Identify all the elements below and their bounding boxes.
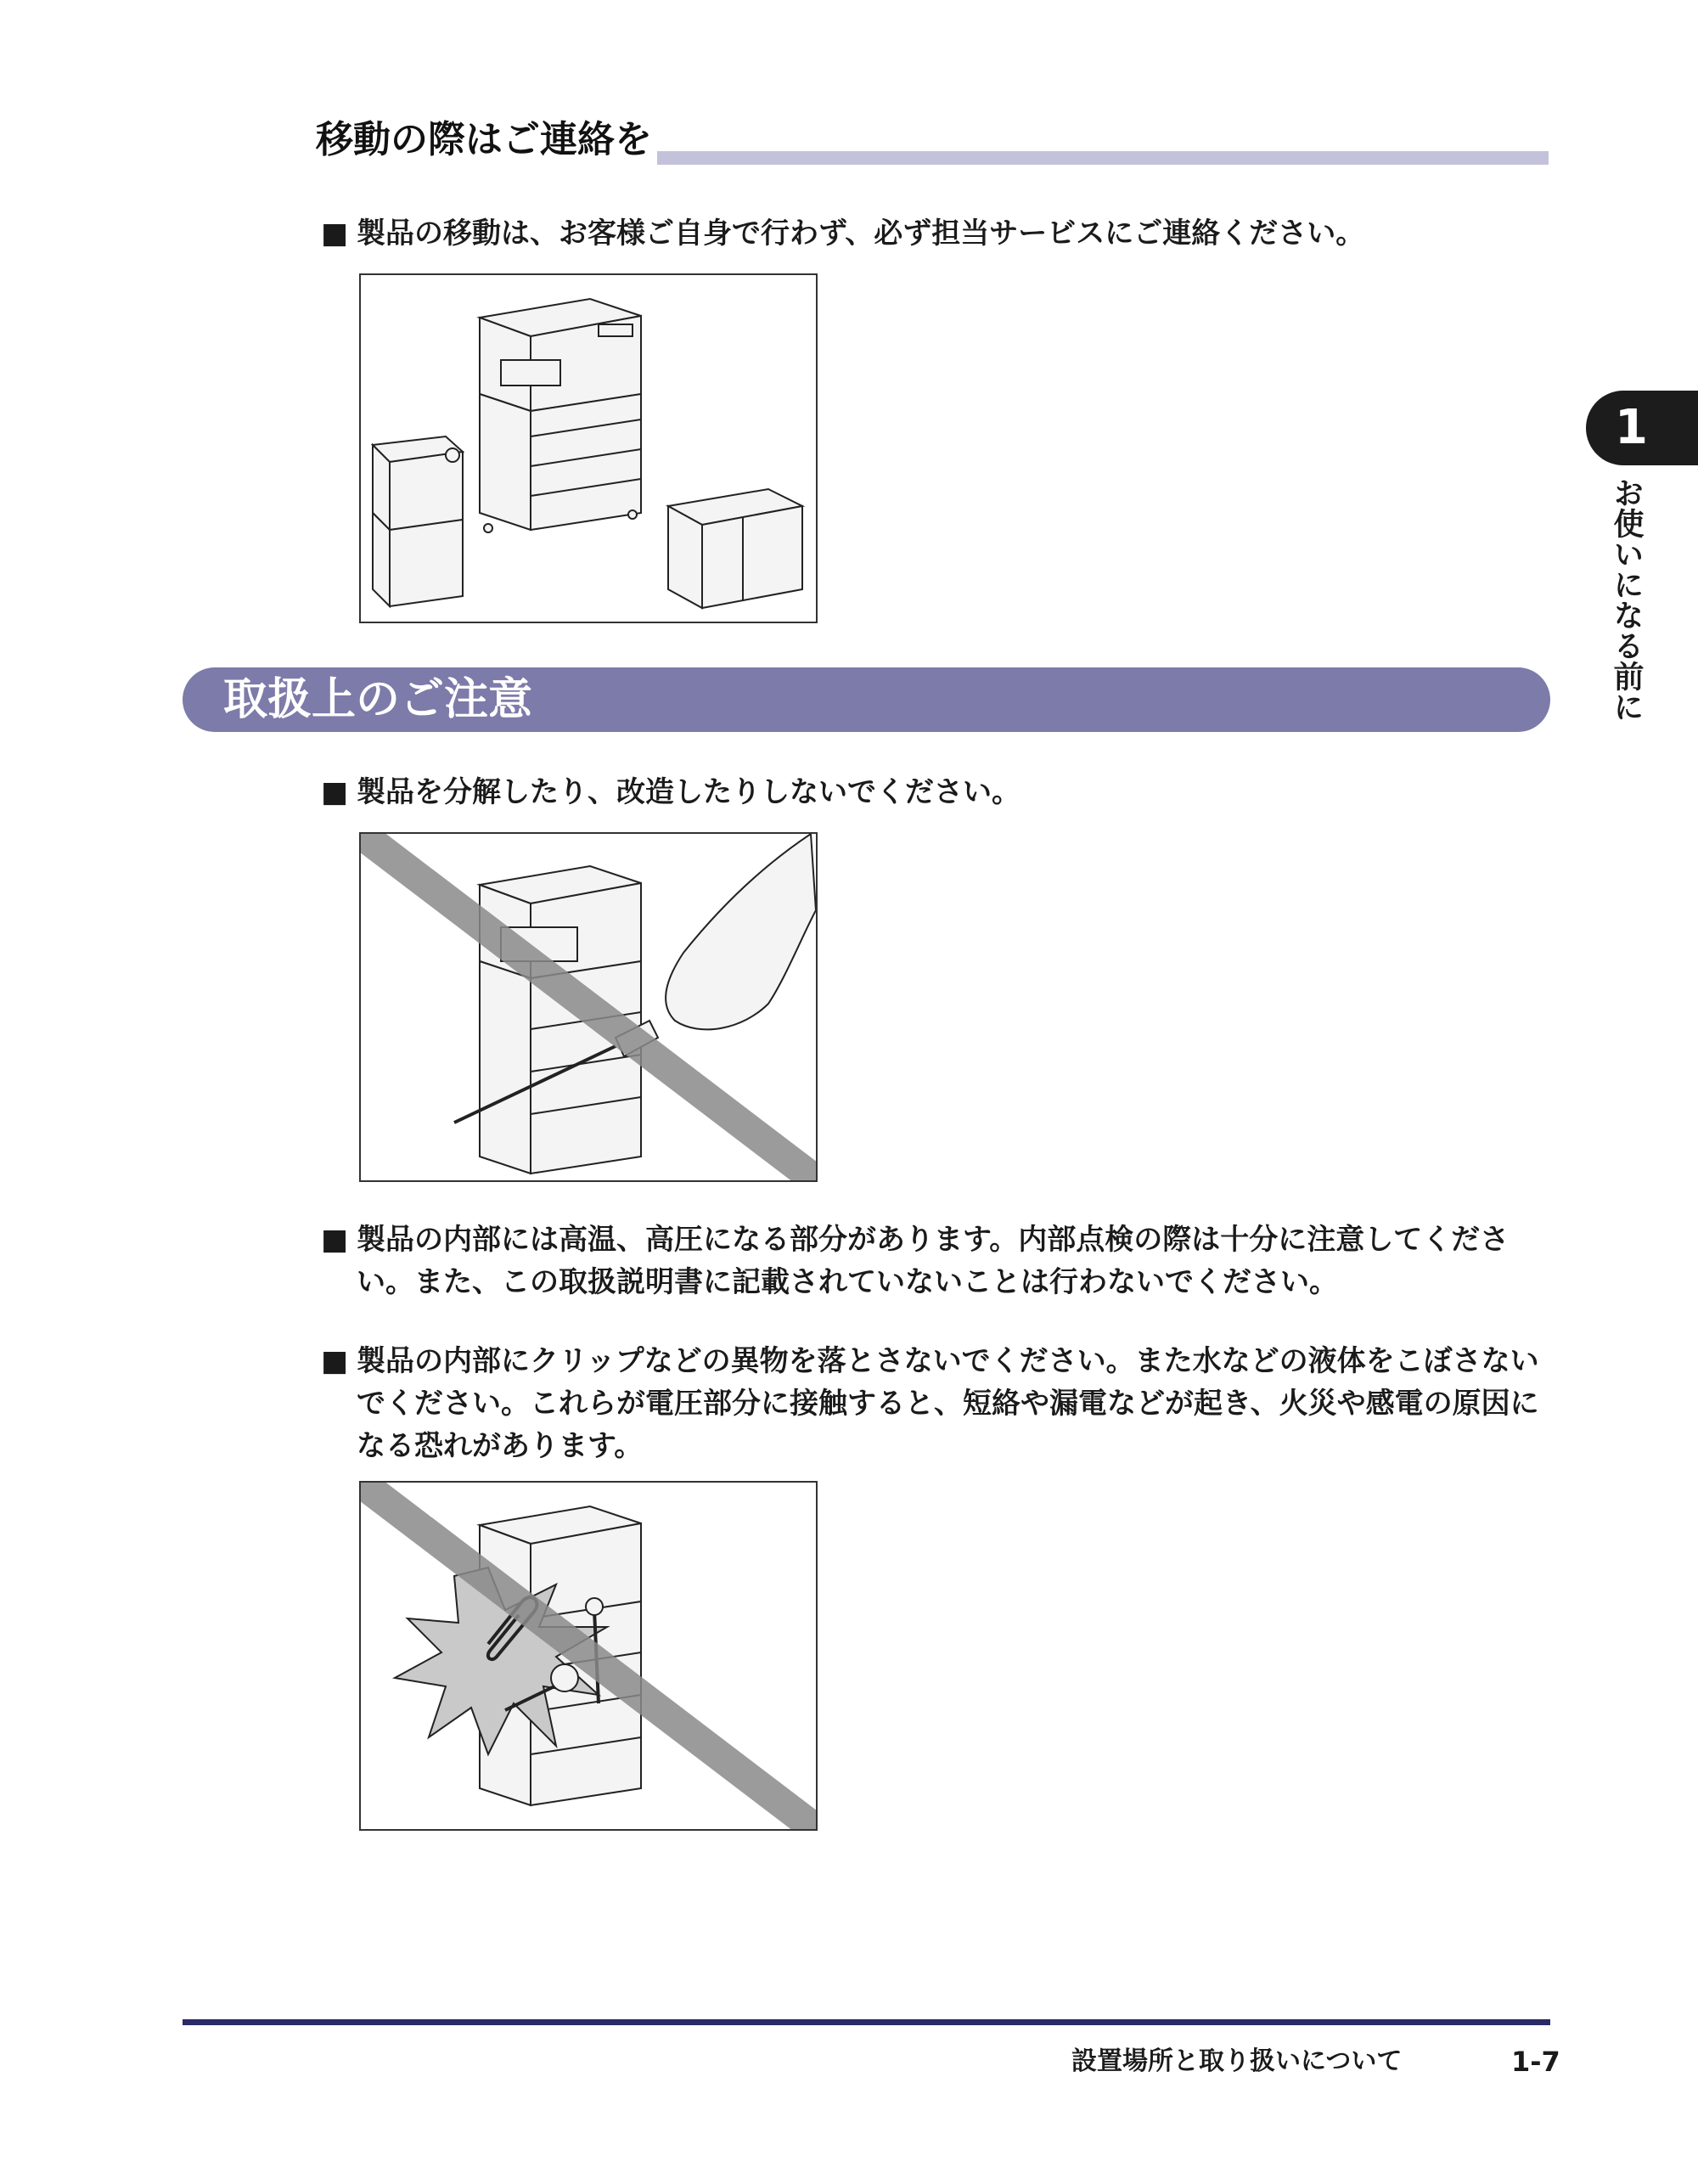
illustration-no-foreign-objects	[359, 1481, 818, 1831]
section-title: 取扱上のご注意	[223, 674, 533, 725]
footer-title: 設置場所と取り扱いについて	[1071, 2046, 1403, 2076]
bullet-square-icon: ■	[321, 1344, 349, 1378]
chapter-label: お使いになる前に	[1609, 477, 1644, 722]
bullet-square-icon: ■	[321, 217, 349, 250]
bullet-square-icon: ■	[321, 775, 349, 809]
bullet-text: 製品の内部には高温、高圧になる部分があります。内部点検の際は十分に注意してください。また、この取扱説明書に記載されていないことは行わないでください。	[357, 1223, 1510, 1299]
bullet-text: 製品の移動は、お客様ご自身で行わず、必ず担当サービスにご連絡ください。	[357, 217, 1365, 250]
chapter-tab	[1586, 391, 1698, 465]
section-heading-moving	[316, 115, 1549, 166]
printer-boxes-drawing	[361, 275, 816, 622]
bullet-text: 製品を分解したり、改造したりしないでください。	[357, 775, 1020, 809]
footer-rule	[183, 2019, 1550, 2025]
chapter-number: 1	[1615, 400, 1648, 455]
bullet-item-foreign-objects	[321, 1340, 1552, 1467]
page-number: 1-7	[1511, 2046, 1560, 2078]
bullet-item-moving	[321, 212, 1552, 255]
bullet-item-high-temp	[321, 1219, 1552, 1303]
section-heading-handling	[183, 667, 1550, 732]
illustration-printer-moving	[359, 273, 818, 623]
section-title: 移動の際はご連絡を	[316, 115, 657, 166]
bullet-item-disassembly	[321, 771, 1552, 813]
foreign-objects-drawing	[361, 1483, 816, 1829]
bullet-square-icon: ■	[321, 1223, 349, 1257]
bullet-text: 製品の内部にクリップなどの異物を落とさないでください。また水などの液体をこぼさないでください。これらが電圧部分に接触すると、短絡や漏電などが起き、火災や感電の原因になる恐れがあります。	[357, 1344, 1539, 1463]
illustration-no-disassembly	[359, 832, 818, 1182]
disassembly-drawing	[361, 834, 816, 1180]
